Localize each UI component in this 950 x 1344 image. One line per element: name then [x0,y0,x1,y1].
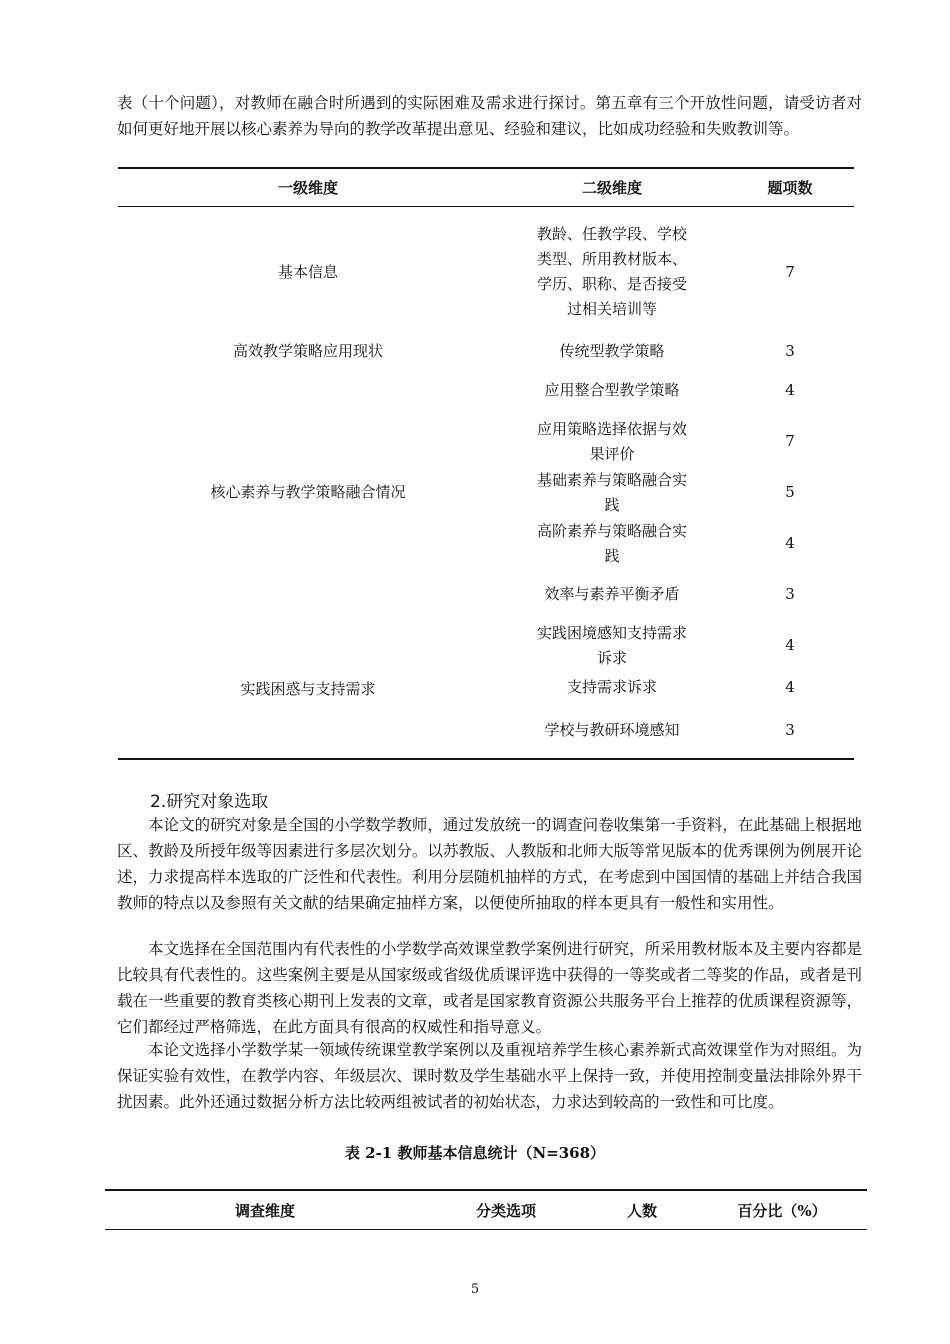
dimension-table-header [118,168,854,207]
level2-cell: 教龄、任教学段、学校类型、所用教材版本、学历、职称、是否接受过相关培训等 [536,225,687,318]
level2-cell: 应用整合型教学策略 [544,381,680,399]
level2-cell: 传统型教学策略 [559,341,665,360]
header-count: 题项数 [726,168,854,207]
level1-cell: 核心素养与教学策略融合情况 [210,483,406,501]
level2-cell: 效率与素养平衡矛盾 [544,585,680,603]
table-row [118,337,854,365]
teacher-info-table-header [105,1190,867,1230]
count-cell: 3 [785,585,795,603]
table-row [118,620,854,671]
intro-paragraph: 表（十个问题），对教师在融合时所遇到的实际困难及需求进行探讨。第五章有三个开放性问题，请受访者对如何更好地开展以核心素养为导向的教学改革提出意见、经验和建议，比如成功经验和失败教训等。 [117,94,862,138]
header-dimension: 调查维度 [105,1190,425,1230]
count-cell: 4 [785,534,795,552]
count-cell: 4 [785,381,795,399]
level1-cell: 实践困惑与支持需求 [240,679,376,698]
level2-cell: 支持需求诉求 [566,677,657,696]
table-row [118,365,854,416]
section-heading: 2.研究对象选取 [150,792,269,812]
count-cell: 7 [785,432,795,450]
count-cell: 7 [785,262,795,281]
header-option: 分类选项 [425,1190,587,1230]
page-number: 5 [470,1282,480,1297]
count-cell: 4 [785,636,795,654]
level2-cell: 基础素养与策略融合实践 [536,470,687,514]
body-paragraph: 本论文的研究对象是全国的小学数学教师，通过发放统一的调查问卷收集第一手资料，在此基础上根据地区、教龄及所授年级等因素进行多层次划分。以苏教版、人教版和北师大版等常见版本的优秀课例为例展开论述，力求提高样本选取的广泛性和代表性。利用分层随机抽样的方式，在考虑到中国国情的基础上并结合我国教师的特点以及参照有关文献的结果确定抽样方案，以便使所抽取的样本更具有一般性和实用性。 [117,816,862,912]
level2-cell: 学校与教研环境感知 [544,721,680,739]
level1-cell: 高效教学策略应用现状 [232,341,383,360]
count-cell: 5 [785,483,795,501]
body-paragraph: 本论文选择小学数学某一领域传统课堂教学案例以及重视培养学生核心素养新式高效课堂作为对照组。为保证实验有效性，在教学内容、年级层次、课时数及学生基础水平上保持一致，并使用控制变量法排除外界干扰因素。此外还通过数据分析方法比较两组被试者的初始状态，力求达到较高的一致性和可比度。 [117,1041,862,1111]
header-level2: 二级维度 [498,168,726,207]
level2-cell: 高阶素养与策略融合实践 [536,521,687,565]
table-row [118,207,854,338]
count-cell: 3 [785,341,795,360]
count-cell: 3 [785,721,795,739]
header-percent: 百分比（%） [697,1190,867,1230]
header-count: 人数 [587,1190,697,1230]
level2-cell: 实践困境感知支持需求诉求 [536,623,687,667]
level1-cell: 基本信息 [277,262,338,281]
header-level1: 一级维度 [118,168,498,207]
body-paragraph: 本文选择在全国范围内有代表性的小学数学高效课堂教学案例进行研究，所采用教材版本及主要内容都是比较具有代表性的。这些案例主要是从国家级或省级优质课评选中获得的一等奖或者二等奖的作品，或者是刊载在一些重要的教育类核心期刊上发表的文章，或者是国家教育资源公共服务平台上推荐的优质课程资源等，它们都经过严格筛选，在此方面具有很高的权威性和指导意义。 [117,940,862,1036]
dimension-table [118,167,854,760]
teacher-info-table [105,1189,867,1230]
level2-cell: 应用策略选择依据与效果评价 [536,419,687,463]
count-cell: 4 [785,677,795,696]
table-caption: 表 2-1 教师基本信息统计（N=368） [344,1144,606,1162]
